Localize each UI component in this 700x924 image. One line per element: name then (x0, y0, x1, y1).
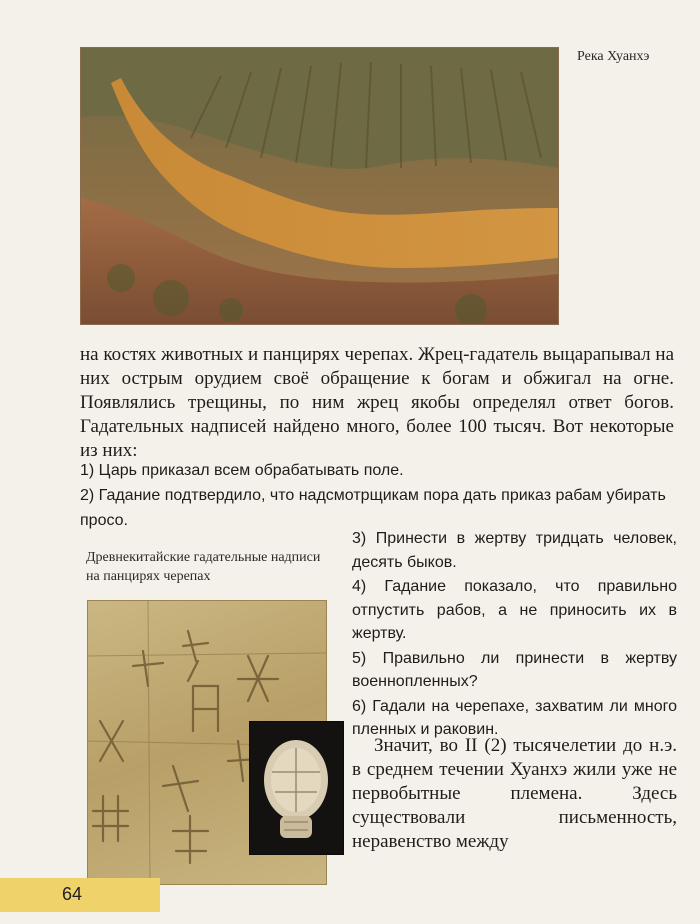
yellow-river-photo (80, 47, 559, 325)
inscription-item: 3) Принести в жертву тридцать человек, десять быков. (352, 530, 677, 571)
main-paragraph: на костях животных и панцирях черепах. Жрец-гадатель выцарапывал на них острым орудием своё обращение к богам и обжигал на огне. Появлялись трещины, по ним жрец якобы определял ответ богов. Гадательных надписей найдено много, более 100 тысяч. Вот некоторые из них: (80, 344, 675, 461)
inscription-item: 6) Гадали на черепахе, захватим ли много пленных и раковин. (352, 697, 677, 738)
oracle-bones-caption: Древнекитайские гадательные надписи на панцирях черепах (86, 550, 321, 584)
page-number: 64 (62, 884, 83, 904)
inscriptions-list-full (80, 458, 680, 533)
top-photo-caption: Река Хуанхэ (577, 49, 650, 64)
turtle-shell-photo (249, 721, 344, 855)
inscription-item: 2) Гадание подтвердило, что надсмотрщикам пора дать приказ рабам убирать просо. (80, 487, 666, 529)
inscription-item: 1) Царь приказал всем обрабатывать поле. (80, 462, 404, 479)
inscription-item: 5) Правильно ли принести в жертву военнопленных? (352, 649, 677, 690)
conclusion-paragraph: Значит, во II (2) тысячелетии до н.э. в среднем течении Хуанхэ жили уже не первобытные племена. Здесь существовали письменность, неравенство между (352, 735, 677, 852)
inscriptions-list-right (352, 527, 677, 743)
yellow-river-illustration (81, 48, 558, 324)
turtle-shell-illustration (250, 722, 343, 854)
inscription-item: 4) Гадание показало, что правильно отпустить рабов, а не приносить их в жертву. (352, 578, 677, 642)
